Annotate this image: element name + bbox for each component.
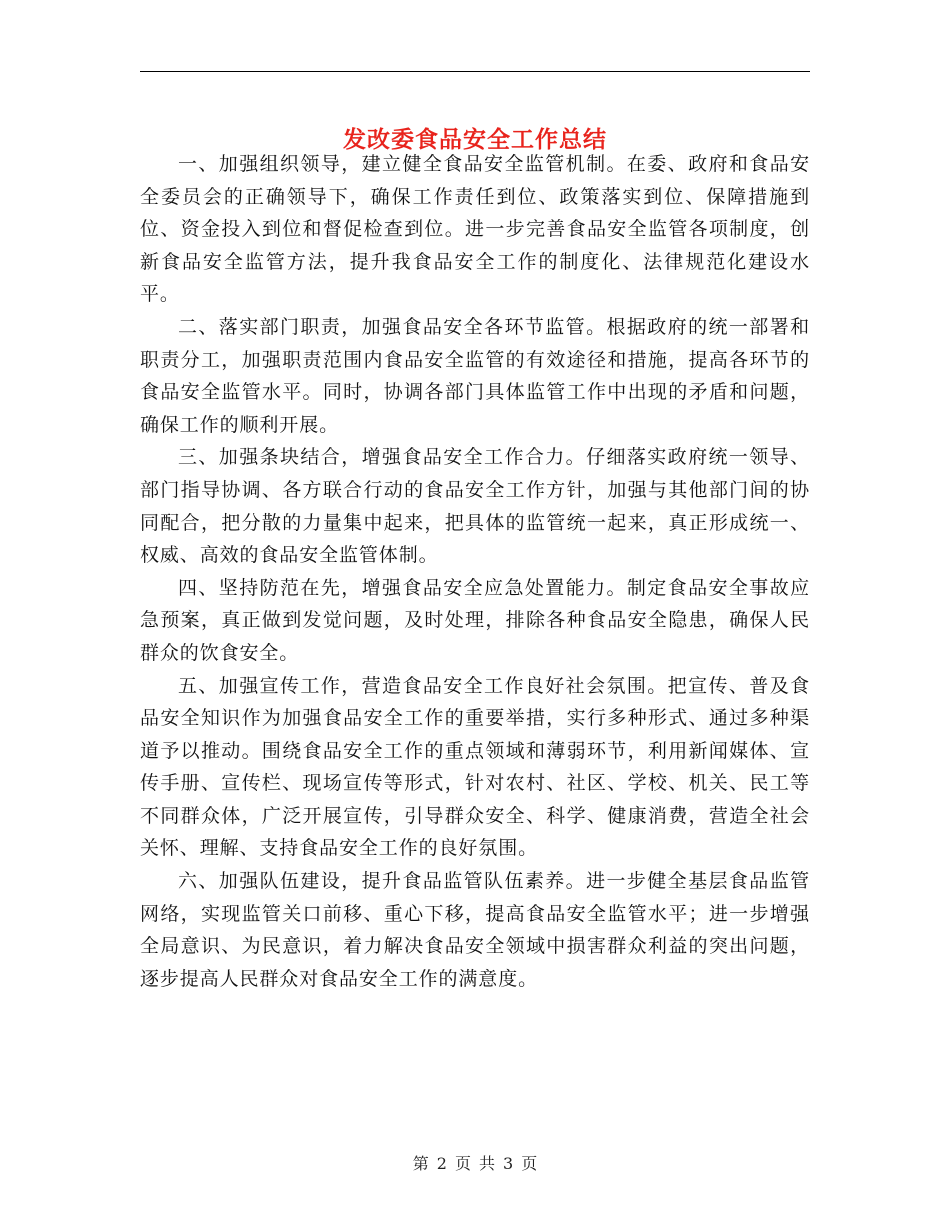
page-footer [0, 1152, 950, 1176]
paragraph-5: 五、加强宣传工作，营造食品安全工作良好社会氛围。把宣传、普及食品安全知识作为加强食品安全工作的重要举措，实行多种形式、通过多种渠道予以推动。围绕食品安全工作的重点领域和薄弱环节，利用新闻媒体、宣传手册、宣传栏、现场宣传等形式，针对农村、社区、学校、机关、民工等不同群众体，广泛开展宣传，引导群众安全、科学、健康消费，营造全社会关怀、理解、支持食品安全工作的良好氛围。 [140, 674, 810, 860]
page-current: 2 [436, 1154, 447, 1173]
paragraph-3: 三、加强条块结合，增强食品安全工作合力。仔细落实政府统一领导、部门指导协调、各方联合行动的食品安全工作方针，加强与其他部门间的协同配合，把分散的力量集中起来，把具体的监管统一起来，真正形成统一、权威、高效的食品安全监管体制。 [140, 446, 810, 567]
header-divider [140, 71, 810, 72]
page-unit: 页 [454, 1154, 471, 1173]
paragraph-6: 六、加强队伍建设，提升食品监管队伍素养。进一步健全基层食品监管网络，实现监管关口前移、重心下移，提高食品安全监管水平；进一步增强全局意识、为民意识，着力解决食品安全领域中损害群众利益的突出问题，逐步提高人民群众对食品安全工作的满意度。 [140, 870, 810, 990]
page-total: 3 [503, 1154, 514, 1173]
paragraph-2: 二、落实部门职责，加强食品安全各环节监管。根据政府的统一部署和职责分工，加强职责范围内食品安全监管的有效途径和措施，提高各环节的食品安全监管水平。同时，协调各部门具体监管工作中出现的矛盾和问题，确保工作的顺利开展。 [140, 315, 810, 436]
paragraph-4: 四、坚持防范在先，增强食品安全应急处置能力。制定食品安全事故应急预案，真正做到发觉问题，及时处理，排除各种食品安全隐患，确保人民群众的饮食安全。 [140, 576, 810, 664]
page-total-unit: 页 [521, 1154, 538, 1173]
document-body [140, 148, 810, 995]
page-total-prefix: 共 [479, 1154, 496, 1173]
document-title: 发改委食品安全工作总结 [343, 126, 607, 154]
paragraph-1: 一、加强组织领导，建立健全食品安全监管机制。在委、政府和食品安全委员会的正确领导下，确保工作责任到位、政策落实到位、保障措施到位、资金投入到位和督促检查到位。进一步完善食品安全监管各项制度，创新食品安全监管方法，提升我食品安全工作的制度化、法律规范化建设水平。 [140, 153, 810, 306]
page-prefix: 第 [412, 1154, 429, 1173]
